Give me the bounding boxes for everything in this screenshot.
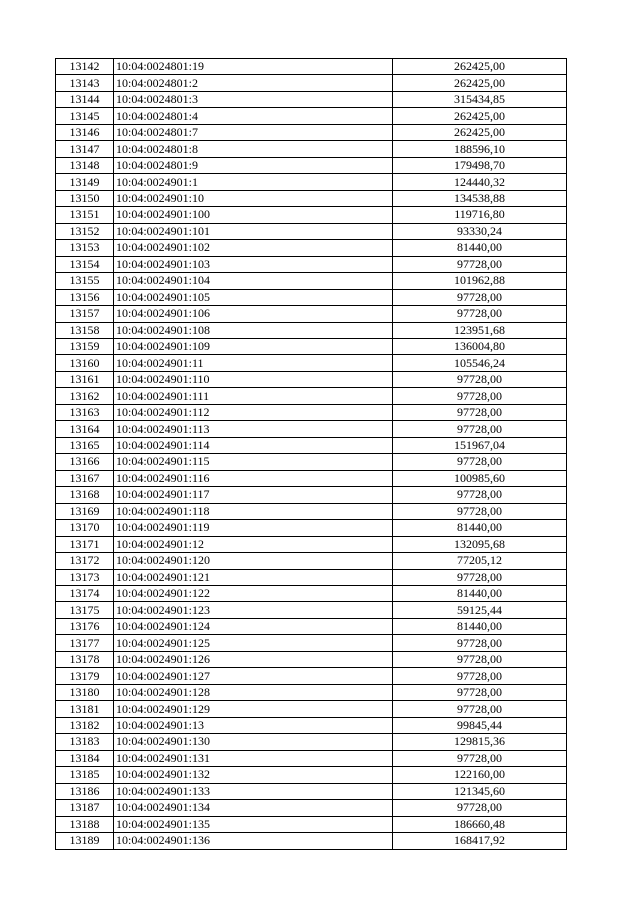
value-cell: 122160,00 xyxy=(393,767,567,783)
table-row xyxy=(56,668,567,684)
row-number-cell: 13158 xyxy=(56,322,114,338)
table-row xyxy=(56,174,567,190)
table-row xyxy=(56,635,567,651)
cadastral-number-cell: 10:04:0024901:12 xyxy=(114,536,393,552)
cadastral-number-cell: 10:04:0024901:121 xyxy=(114,569,393,585)
table-row xyxy=(56,701,567,717)
table-row xyxy=(56,816,567,832)
value-cell: 81440,00 xyxy=(393,520,567,536)
table-row xyxy=(56,240,567,256)
value-cell: 97728,00 xyxy=(393,487,567,503)
cadastral-number-cell: 10:04:0024901:129 xyxy=(114,701,393,717)
value-cell: 97728,00 xyxy=(393,388,567,404)
row-number-cell: 13149 xyxy=(56,174,114,190)
row-number-cell: 13173 xyxy=(56,569,114,585)
table-row xyxy=(56,767,567,783)
row-number-cell: 13182 xyxy=(56,717,114,733)
row-number-cell: 13184 xyxy=(56,750,114,766)
cadastral-number-cell: 10:04:0024801:9 xyxy=(114,157,393,173)
table-row xyxy=(56,800,567,816)
value-cell: 262425,00 xyxy=(393,59,567,75)
row-number-cell: 13188 xyxy=(56,816,114,832)
table-row xyxy=(56,520,567,536)
table-row xyxy=(56,750,567,766)
cadastral-number-cell: 10:04:0024901:127 xyxy=(114,668,393,684)
table-row xyxy=(56,190,567,206)
row-number-cell: 13180 xyxy=(56,684,114,700)
value-cell: 81440,00 xyxy=(393,618,567,634)
value-cell: 97728,00 xyxy=(393,289,567,305)
cadastral-number-cell: 10:04:0024901:100 xyxy=(114,207,393,223)
row-number-cell: 13169 xyxy=(56,503,114,519)
cadastral-number-cell: 10:04:0024901:136 xyxy=(114,833,393,849)
table-row xyxy=(56,684,567,700)
value-cell: 124440,32 xyxy=(393,174,567,190)
row-number-cell: 13154 xyxy=(56,256,114,272)
cadastral-number-cell: 10:04:0024901:123 xyxy=(114,602,393,618)
cadastral-number-cell: 10:04:0024801:3 xyxy=(114,91,393,107)
value-cell: 136004,80 xyxy=(393,338,567,354)
cadastral-number-cell: 10:04:0024901:103 xyxy=(114,256,393,272)
cadastral-number-cell: 10:04:0024801:2 xyxy=(114,75,393,91)
cadastral-number-cell: 10:04:0024901:13 xyxy=(114,717,393,733)
cadastral-number-cell: 10:04:0024901:113 xyxy=(114,421,393,437)
cadastral-number-cell: 10:04:0024901:110 xyxy=(114,371,393,387)
cadastral-number-cell: 10:04:0024901:112 xyxy=(114,404,393,420)
row-number-cell: 13162 xyxy=(56,388,114,404)
row-number-cell: 13175 xyxy=(56,602,114,618)
table-row xyxy=(56,141,567,157)
cadastral-number-cell: 10:04:0024901:114 xyxy=(114,437,393,453)
value-cell: 81440,00 xyxy=(393,240,567,256)
row-number-cell: 13151 xyxy=(56,207,114,223)
table-row xyxy=(56,404,567,420)
table-row xyxy=(56,437,567,453)
value-cell: 97728,00 xyxy=(393,306,567,322)
cadastral-number-cell: 10:04:0024901:10 xyxy=(114,190,393,206)
value-cell: 100985,60 xyxy=(393,470,567,486)
value-cell: 77205,12 xyxy=(393,553,567,569)
cadastral-number-cell: 10:04:0024901:134 xyxy=(114,800,393,816)
cadastral-number-cell: 10:04:0024901:118 xyxy=(114,503,393,519)
table-row xyxy=(56,388,567,404)
cadastral-number-cell: 10:04:0024901:111 xyxy=(114,388,393,404)
table-row xyxy=(56,256,567,272)
cadastral-number-cell: 10:04:0024901:105 xyxy=(114,289,393,305)
table-row xyxy=(56,124,567,140)
value-cell: 151967,04 xyxy=(393,437,567,453)
cadastral-number-cell: 10:04:0024901:102 xyxy=(114,240,393,256)
row-number-cell: 13143 xyxy=(56,75,114,91)
table-row xyxy=(56,833,567,849)
value-cell: 105546,24 xyxy=(393,355,567,371)
row-number-cell: 13153 xyxy=(56,240,114,256)
cadastral-number-cell: 10:04:0024901:117 xyxy=(114,487,393,503)
value-cell: 97728,00 xyxy=(393,635,567,651)
row-number-cell: 13146 xyxy=(56,124,114,140)
row-number-cell: 13144 xyxy=(56,91,114,107)
table-row xyxy=(56,157,567,173)
table-row xyxy=(56,355,567,371)
row-number-cell: 13165 xyxy=(56,437,114,453)
value-cell: 123951,68 xyxy=(393,322,567,338)
table-row xyxy=(56,306,567,322)
cadastral-number-cell: 10:04:0024801:8 xyxy=(114,141,393,157)
cadastral-number-cell: 10:04:0024901:119 xyxy=(114,520,393,536)
cadastral-number-cell: 10:04:0024901:115 xyxy=(114,454,393,470)
cadastral-number-cell: 10:04:0024901:131 xyxy=(114,750,393,766)
row-number-cell: 13157 xyxy=(56,306,114,322)
cadastral-number-cell: 10:04:0024801:19 xyxy=(114,59,393,75)
table-row xyxy=(56,602,567,618)
table-row xyxy=(56,717,567,733)
cadastral-number-cell: 10:04:0024901:1 xyxy=(114,174,393,190)
cadastral-number-cell: 10:04:0024901:122 xyxy=(114,586,393,602)
value-cell: 315434,85 xyxy=(393,91,567,107)
row-number-cell: 13160 xyxy=(56,355,114,371)
value-cell: 121345,60 xyxy=(393,783,567,799)
table-row xyxy=(56,734,567,750)
cadastral-number-cell: 10:04:0024901:124 xyxy=(114,618,393,634)
table-row xyxy=(56,59,567,75)
value-cell: 168417,92 xyxy=(393,833,567,849)
row-number-cell: 13145 xyxy=(56,108,114,124)
value-cell: 134538,88 xyxy=(393,190,567,206)
row-number-cell: 13148 xyxy=(56,157,114,173)
table-row xyxy=(56,487,567,503)
value-cell: 262425,00 xyxy=(393,124,567,140)
row-number-cell: 13176 xyxy=(56,618,114,634)
cadastral-number-cell: 10:04:0024901:135 xyxy=(114,816,393,832)
table-row xyxy=(56,586,567,602)
table-row xyxy=(56,569,567,585)
table-row xyxy=(56,783,567,799)
value-cell: 59125,44 xyxy=(393,602,567,618)
row-number-cell: 13166 xyxy=(56,454,114,470)
cadastral-number-cell: 10:04:0024901:132 xyxy=(114,767,393,783)
value-cell: 97728,00 xyxy=(393,651,567,667)
table-row xyxy=(56,338,567,354)
value-cell: 97728,00 xyxy=(393,256,567,272)
row-number-cell: 13181 xyxy=(56,701,114,717)
value-cell: 97728,00 xyxy=(393,701,567,717)
cadastral-number-cell: 10:04:0024801:7 xyxy=(114,124,393,140)
cadastral-number-cell: 10:04:0024901:116 xyxy=(114,470,393,486)
row-number-cell: 13186 xyxy=(56,783,114,799)
value-cell: 179498,70 xyxy=(393,157,567,173)
value-cell: 188596,10 xyxy=(393,141,567,157)
value-cell: 81440,00 xyxy=(393,586,567,602)
table-row xyxy=(56,75,567,91)
cadastral-number-cell: 10:04:0024901:11 xyxy=(114,355,393,371)
data-table xyxy=(55,58,567,850)
row-number-cell: 13168 xyxy=(56,487,114,503)
row-number-cell: 13155 xyxy=(56,273,114,289)
row-number-cell: 13187 xyxy=(56,800,114,816)
value-cell: 101962,88 xyxy=(393,273,567,289)
row-number-cell: 13179 xyxy=(56,668,114,684)
cadastral-number-cell: 10:04:0024901:133 xyxy=(114,783,393,799)
row-number-cell: 13183 xyxy=(56,734,114,750)
cadastral-number-cell: 10:04:0024901:125 xyxy=(114,635,393,651)
row-number-cell: 13177 xyxy=(56,635,114,651)
row-number-cell: 13189 xyxy=(56,833,114,849)
row-number-cell: 13167 xyxy=(56,470,114,486)
table-row xyxy=(56,289,567,305)
table-row xyxy=(56,108,567,124)
cadastral-number-cell: 10:04:0024901:101 xyxy=(114,223,393,239)
row-number-cell: 13150 xyxy=(56,190,114,206)
table-row xyxy=(56,421,567,437)
cadastral-number-cell: 10:04:0024901:126 xyxy=(114,651,393,667)
table-row xyxy=(56,454,567,470)
value-cell: 93330,24 xyxy=(393,223,567,239)
value-cell: 262425,00 xyxy=(393,75,567,91)
cadastral-number-cell: 10:04:0024901:130 xyxy=(114,734,393,750)
row-number-cell: 13163 xyxy=(56,404,114,420)
value-cell: 97728,00 xyxy=(393,454,567,470)
row-number-cell: 13142 xyxy=(56,59,114,75)
row-number-cell: 13170 xyxy=(56,520,114,536)
cadastral-number-cell: 10:04:0024901:106 xyxy=(114,306,393,322)
cadastral-number-cell: 10:04:0024801:4 xyxy=(114,108,393,124)
table-row xyxy=(56,273,567,289)
value-cell: 97728,00 xyxy=(393,503,567,519)
value-cell: 119716,80 xyxy=(393,207,567,223)
value-cell: 97728,00 xyxy=(393,668,567,684)
table-row xyxy=(56,470,567,486)
table-row xyxy=(56,371,567,387)
row-number-cell: 13152 xyxy=(56,223,114,239)
value-cell: 262425,00 xyxy=(393,108,567,124)
row-number-cell: 13185 xyxy=(56,767,114,783)
cadastral-number-cell: 10:04:0024901:120 xyxy=(114,553,393,569)
row-number-cell: 13147 xyxy=(56,141,114,157)
row-number-cell: 13174 xyxy=(56,586,114,602)
row-number-cell: 13161 xyxy=(56,371,114,387)
table-row xyxy=(56,618,567,634)
table-row xyxy=(56,322,567,338)
table-body xyxy=(56,59,567,850)
value-cell: 97728,00 xyxy=(393,750,567,766)
cadastral-number-cell: 10:04:0024901:128 xyxy=(114,684,393,700)
value-cell: 97728,00 xyxy=(393,404,567,420)
row-number-cell: 13171 xyxy=(56,536,114,552)
value-cell: 99845,44 xyxy=(393,717,567,733)
row-number-cell: 13159 xyxy=(56,338,114,354)
table-row xyxy=(56,91,567,107)
value-cell: 97728,00 xyxy=(393,371,567,387)
value-cell: 97728,00 xyxy=(393,421,567,437)
value-cell: 97728,00 xyxy=(393,684,567,700)
value-cell: 97728,00 xyxy=(393,569,567,585)
table-row xyxy=(56,553,567,569)
table-row xyxy=(56,651,567,667)
table-row xyxy=(56,207,567,223)
row-number-cell: 13172 xyxy=(56,553,114,569)
table-row xyxy=(56,503,567,519)
value-cell: 186660,48 xyxy=(393,816,567,832)
value-cell: 132095,68 xyxy=(393,536,567,552)
cadastral-number-cell: 10:04:0024901:108 xyxy=(114,322,393,338)
row-number-cell: 13156 xyxy=(56,289,114,305)
cadastral-number-cell: 10:04:0024901:104 xyxy=(114,273,393,289)
value-cell: 97728,00 xyxy=(393,800,567,816)
table-row xyxy=(56,536,567,552)
cadastral-number-cell: 10:04:0024901:109 xyxy=(114,338,393,354)
table-row xyxy=(56,223,567,239)
value-cell: 129815,36 xyxy=(393,734,567,750)
row-number-cell: 13178 xyxy=(56,651,114,667)
row-number-cell: 13164 xyxy=(56,421,114,437)
